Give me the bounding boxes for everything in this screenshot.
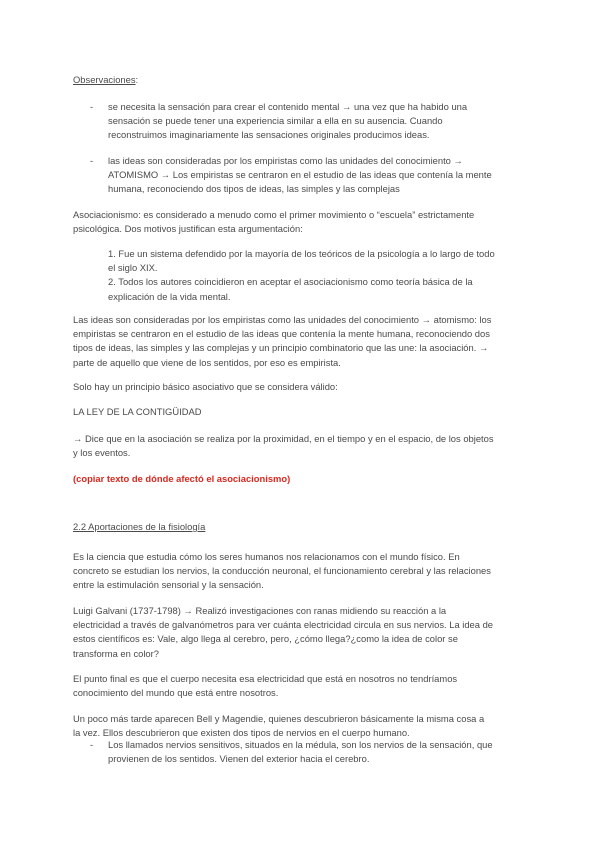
numbered-line: explicación de la vida mental. (108, 290, 231, 302)
paragraph-line: y los eventos. (73, 447, 131, 459)
paragraph-line: Las ideas son consideradas por los empiristas como las unidades del conocimiento → atomismo: los (73, 314, 492, 325)
paragraph-line: concreto se estudian los nervios, la conducción neuronal, el funcionamiento cerebral y las relaciones (73, 565, 491, 577)
bullet-line: las ideas son consideradas por los empiristas como las unidades del conocimiento → (108, 155, 463, 166)
observaciones-heading (73, 73, 138, 87)
paragraph-line: empiristas se centraron en el estudio de las ideas que contenía la mente humana, reconociendo dos (73, 328, 490, 340)
paragraph-line: Es la ciencia que estudia cómo los seres humanos nos relacionamos con el mundo físico. En (73, 551, 460, 562)
numbered-line: el siglo XIX. (108, 262, 158, 274)
numbered-list (108, 247, 533, 304)
numbered-line: 1. Fue un sistema defendido por la mayoría de los teóricos de la psicología a lo largo de todo (108, 248, 495, 259)
paragraph-line: electricidad a través de galvanómetros para ver cuánta electricidad circula en sus nervios. La idea de (73, 619, 494, 631)
paragraph-line: Un poco más tarde aparecen Bell y Magendie, quienes descubrieron básicamente la misma cosa a (73, 713, 485, 724)
punto-final-paragraph (73, 672, 535, 700)
bullet-line: ATOMISMO → Los empiristas se centraron en el estudio de las ideas que contenía la mente (108, 169, 492, 181)
bullet-marker: - (90, 155, 94, 166)
bullet-item (108, 100, 528, 143)
paragraph-line: estos científicos es: Vale, algo llega al cerebro, pero, ¿cómo llega?¿como la idea de color se (73, 633, 458, 645)
observaciones-heading-text: Observaciones (73, 74, 136, 85)
ley-paragraph (73, 432, 535, 460)
fisiologia-heading: 2.2 Aportaciones de la fisiología (73, 521, 206, 532)
paragraph-line: tipos de ideas, las simples y las complejas y un principio combinatorio que las une: la asociación. → (73, 342, 489, 354)
paragraph-line: transforma en color? (73, 647, 159, 659)
bullet-line: reconstruimos imaginariamente las sensaciones originales producimos ideas. (108, 129, 430, 141)
bullet-line: provienen de los sentidos. Vienen del exterior hacia el cerebro. (108, 753, 370, 765)
principio-line: Solo hay un principio básico asociativo que se considera válido: (73, 381, 338, 392)
galvani-paragraph (73, 604, 535, 661)
paragraph-line: entre la estimulación sensorial y la sensación. (73, 579, 264, 591)
note-red: (copiar texto de dónde afectó el asociacionismo) (73, 473, 291, 484)
bullet-line: humana, reconociendo dos tipos de ideas, las simples y las complejas (108, 183, 400, 195)
bullet-item (108, 154, 528, 197)
bullet-item (108, 738, 533, 766)
paragraph-line: psicológica. Dos motivos justifican esta argumentación: (73, 223, 303, 235)
observaciones-heading-colon: : (135, 74, 139, 85)
bullet-line: Los llamados nervios sensitivos, situados en la médula, son los nervios de la sensación, que (108, 739, 493, 750)
paragraph-line: parte de aquello que viene de los sentidos, por eso es empirista. (73, 356, 341, 368)
asociacionismo-paragraph (73, 208, 533, 236)
bullet-marker: - (90, 739, 94, 750)
paragraph-line: Asociacionismo: es considerado a menudo como el primer movimiento o “escuela” estrictamente (73, 209, 475, 220)
paragraph-line: conocimiento del mundo que está entre nosotros. (73, 687, 279, 699)
numbered-line: 2. Todos los autores coincidieron en aceptar el asociacionismo como teoría básica de la (108, 276, 473, 288)
ley-heading: LA LEY DE LA CONTIGÜIDAD (73, 406, 202, 417)
fisiologia-paragraph-1 (73, 550, 535, 593)
paragraph-line: la vez. Ellos descubrieron que existen dos tipos de nervios en el cuerpo humano. (73, 727, 410, 739)
bullet-line: se necesita la sensación para crear el contenido mental → una vez que ha habido una (108, 101, 468, 112)
ideas-paragraph (73, 313, 535, 370)
paragraph-line: El punto final es que el cuerpo necesita esa electricidad que está en nosotros no tendríamos (73, 673, 458, 684)
paragraph-line: Luigi Galvani (1737-1798) → Realizó investigaciones con ranas midiendo su reacción a la (73, 605, 447, 616)
bullet-marker: - (90, 101, 94, 112)
bell-magendie-paragraph (73, 712, 535, 740)
paragraph-line: → Dice que en la asociación se realiza por la proximidad, en el tiempo y en el espacio, de los objetos (73, 433, 494, 444)
bullet-line: sensación se puede tener una experiencia similar a ella en su ausencia. Cuando (108, 115, 443, 127)
